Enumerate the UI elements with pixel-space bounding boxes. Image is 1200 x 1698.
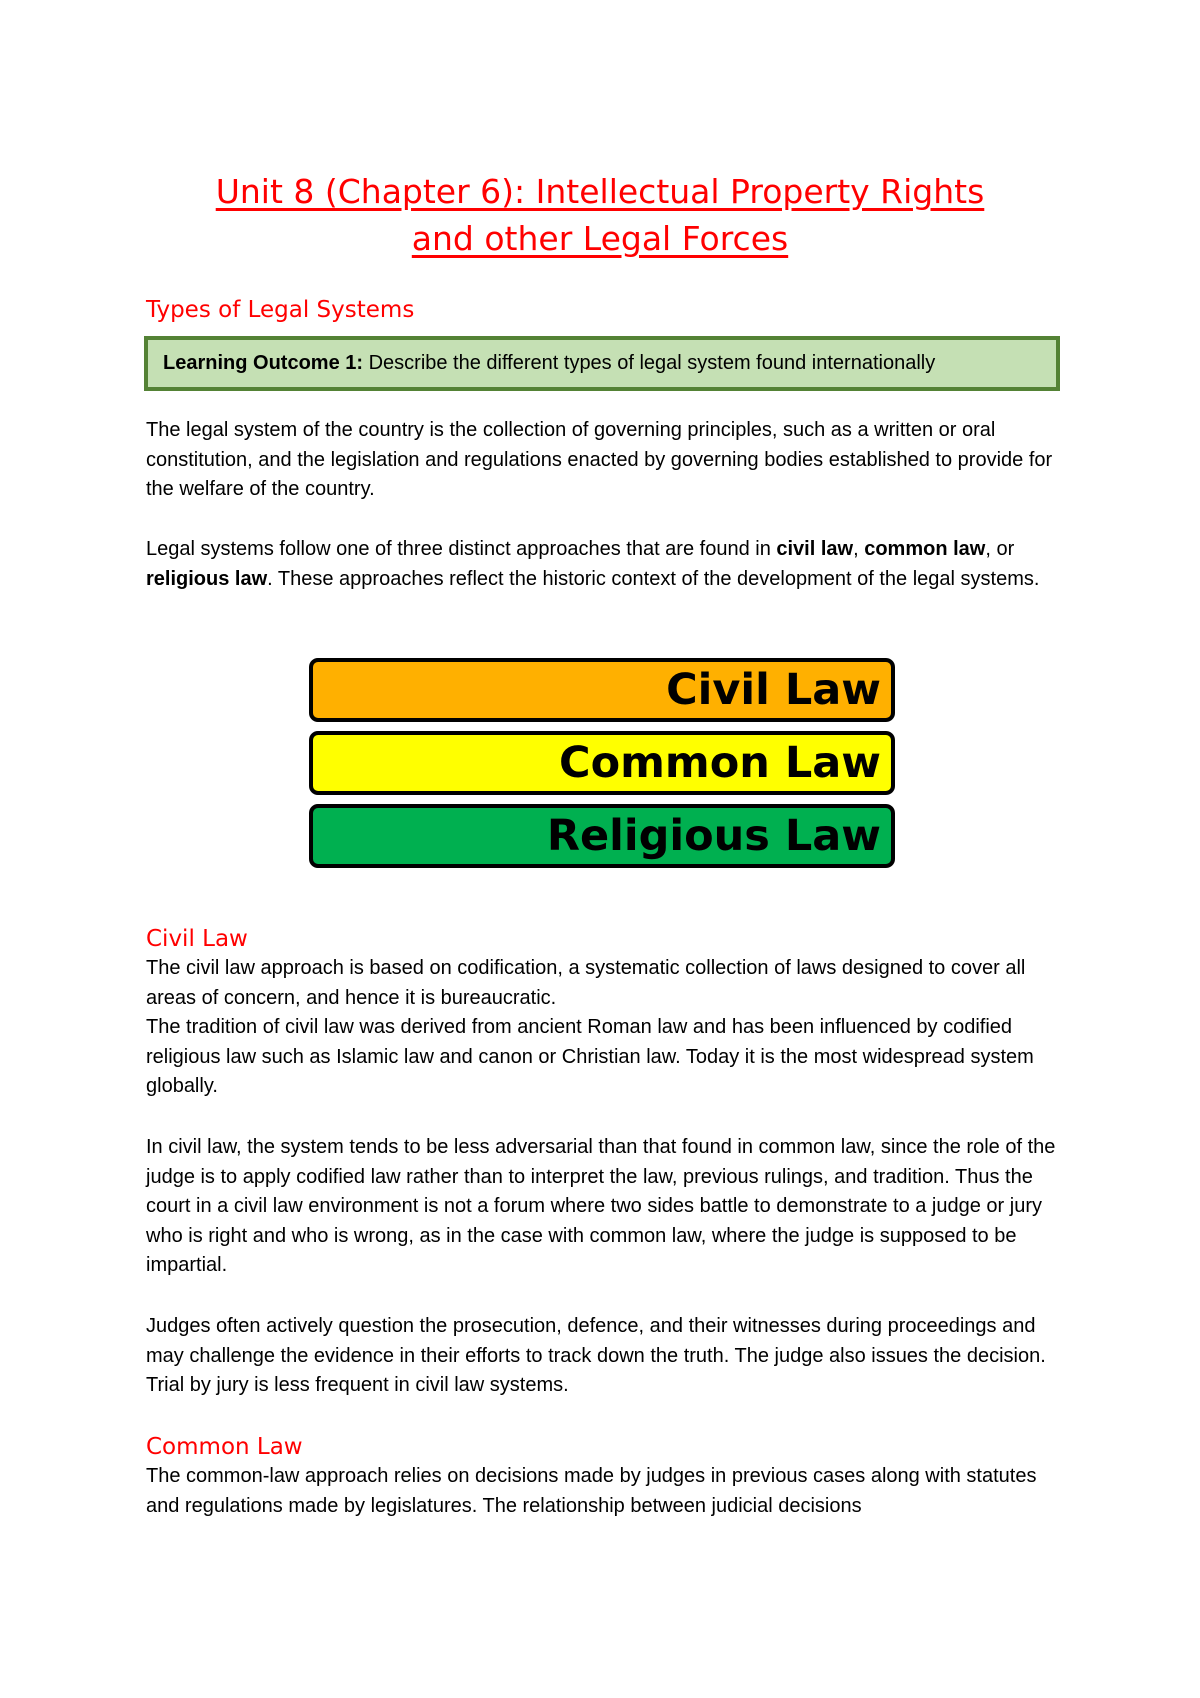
paragraph-legal-system-definition (146, 416, 1066, 505)
heading-types-of-legal-systems: Types of Legal Systems (146, 297, 415, 323)
paragraph-text: The tradition of civil law was derived from ancient Roman law and has been influenced by codified religious law such as Islamic law and canon or Christian law. Today it is the most widespread system globally. (146, 1016, 1034, 1097)
paragraph-civil-law-adversarial (146, 1133, 1066, 1281)
paragraph-common-law (146, 1462, 1066, 1521)
title-line-1: Unit 8 (Chapter 6): Intellectual Property Rights (215, 172, 985, 211)
text-run: , (853, 538, 865, 560)
heading-civil-law: Civil Law (146, 926, 248, 952)
paragraph-text: The common-law approach relies on decisions made by judges in previous cases along with statutes and regulations made by legislatures. The relationship between judicial decisions (146, 1465, 1037, 1517)
heading-common-law: Common Law (146, 1434, 303, 1460)
text-run: . These approaches reflect the historic context of the development of the legal systems. (267, 567, 1040, 590)
text-run: Legal systems follow one of three distinct approaches that are found in (146, 538, 777, 560)
document-title (100, 168, 1100, 262)
diagram-bar-religious-law: Religious Law (309, 804, 895, 868)
paragraph-text: The legal system of the country is the collection of governing principles, such as a written or oral constitution, and the legislation and regulations enacted by governing bodies established to provide for the welfare of the country. (146, 419, 1053, 500)
bold-religious-law: religious law (146, 567, 268, 590)
paragraph-text: The civil law approach is based on codification, a systematic collection of laws designed to cover all areas of concern, and hence it is bureaucratic. (146, 957, 1026, 1009)
title-line-2: and other Legal Forces (411, 219, 789, 258)
bold-civil-law: civil law (776, 538, 854, 560)
paragraph-three-approaches (146, 535, 1066, 594)
paragraph-text (146, 535, 1066, 594)
section-civil-law-body (146, 954, 1066, 1102)
learning-outcome-label: Learning Outcome 1: (163, 352, 364, 374)
bold-common-law: common law (864, 538, 986, 560)
diagram-bar-civil-law: Civil Law (309, 658, 895, 722)
paragraph-civil-law-judges (146, 1312, 1066, 1401)
learning-outcome-text: Describe the different types of legal system found internationally (363, 352, 936, 374)
learning-outcome-box (144, 336, 1060, 391)
paragraph-text: In civil law, the system tends to be less adversarial than that found in common law, since the role of the judge is to apply codified law rather than to interpret the law, previous rulings, and tradition. Thus the court in a civil law environment is not a forum where two sides battle to demonstrate to a judge or jury who is right and who is wrong, as in the case with common law, where the judge is supposed to be impartial. (146, 1136, 1056, 1276)
paragraph-text: Judges often actively question the prosecution, defence, and their witnesses during proceedings and may challenge the evidence in their efforts to track down the truth. The judge also issues the decision. Trial by jury is less frequent in civil law systems. (146, 1315, 1046, 1396)
text-run: , or (985, 538, 1015, 560)
diagram-bar-common-law: Common Law (309, 731, 895, 795)
